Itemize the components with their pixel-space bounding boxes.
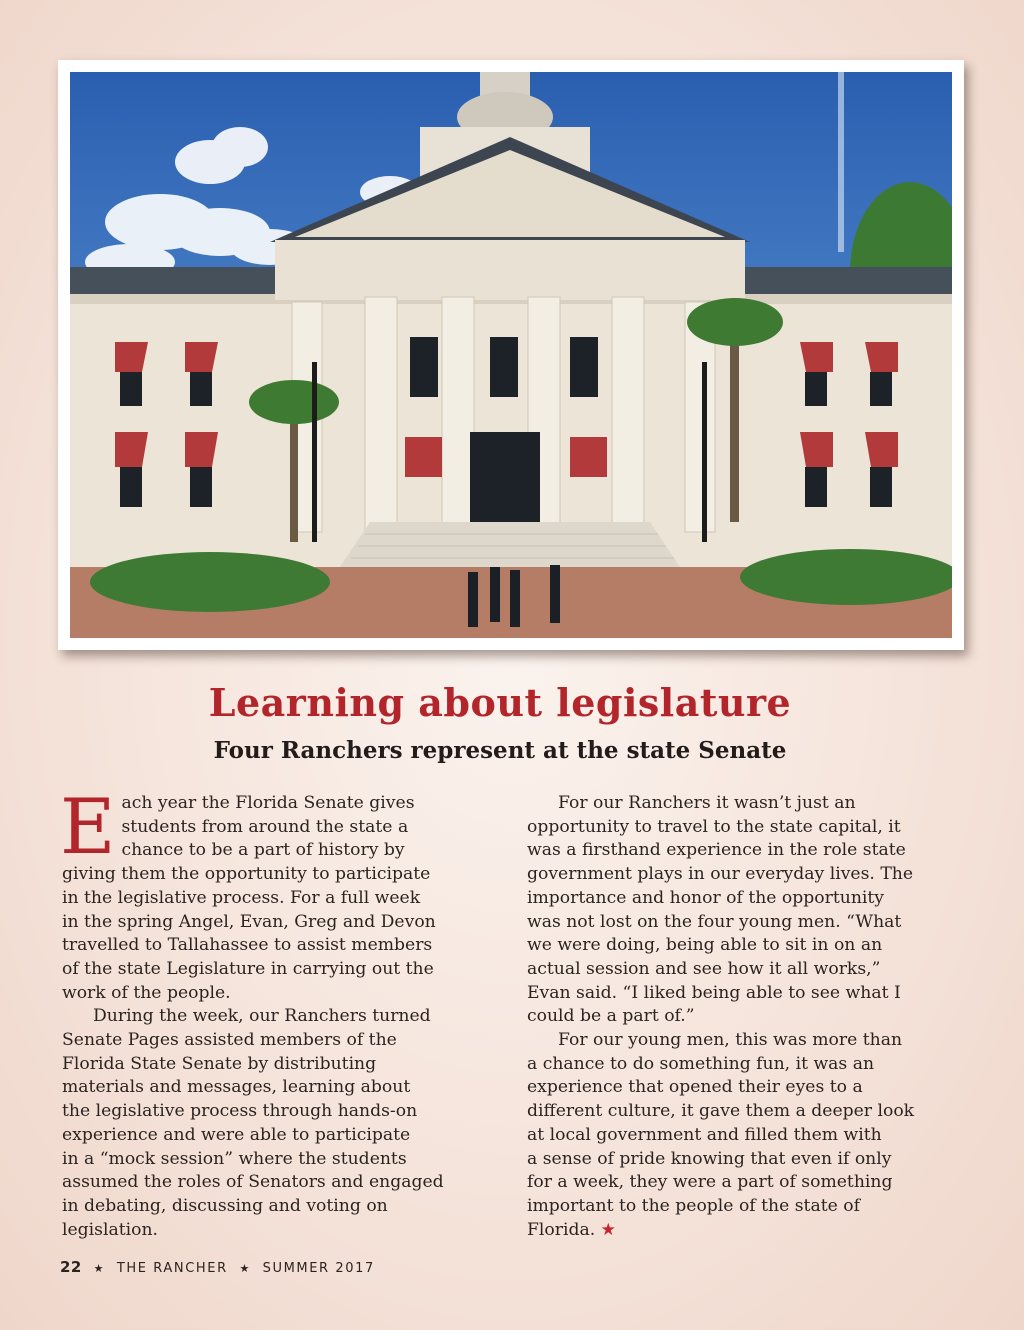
body-last-line (527, 1219, 967, 1243)
article-subtitle: Four Ranchers represent at the state Senate (213, 737, 787, 764)
body-line: in the legislative process. For a full week (62, 887, 421, 908)
body-line: Evan said. “I liked being able to see what I (527, 982, 901, 1003)
body-line: giving them the opportunity to participate (62, 864, 431, 885)
body-line: Florida State Senate by distributing (62, 1053, 377, 1074)
body-line: important to the people of the state of (527, 1195, 860, 1216)
body-line: we were doing, being able to sit in on an (527, 935, 883, 956)
capitol-building-photo (70, 72, 952, 638)
body-line: importance and honor of the opportunity (527, 887, 885, 908)
article-left-column (60, 782, 502, 1242)
body-line: a sense of pride knowing that even if only (527, 1148, 892, 1169)
body-line: for a week, they were a part of something (527, 1172, 893, 1193)
body-line: was not lost on the four young men. “What (527, 911, 902, 932)
body-line: was a firsthand experience in the role state (527, 840, 906, 861)
body-line: work of the people. (62, 982, 231, 1003)
body-line: Senate Pages assisted members of the (62, 1030, 397, 1051)
body-line: at local government and filled them with (527, 1124, 882, 1145)
article-right-column (527, 792, 967, 1242)
body-line: a chance to do something fun, it was an (527, 1053, 875, 1074)
page-number: 22 (60, 1258, 82, 1276)
body-line: actual session and see how it all works,” (527, 958, 881, 979)
body-line: For our Ranchers it wasn’t just an (558, 793, 856, 813)
star-separator-icon: ★ (239, 1262, 251, 1275)
body-line: ach year the Florida Senate gives (121, 793, 415, 813)
body-line: legislation. (62, 1219, 159, 1240)
body-line: materials and messages, learning about (62, 1077, 411, 1098)
article-title: Learning about legislature (208, 680, 792, 725)
body-line-text: Florida. (527, 1219, 596, 1240)
star-separator-icon: ★ (93, 1262, 106, 1275)
body-line: For our young men, this was more than (558, 1030, 903, 1051)
body-line: the legislative process through hands-on (62, 1101, 418, 1122)
body-line: in debating, discussing and voting on (62, 1195, 388, 1216)
body-line: in the spring Angel, Evan, Greg and Devon (62, 911, 436, 932)
body-line: different culture, it gave them a deeper look (527, 1101, 915, 1122)
body-line: travelled to Tallahassee to assist members (62, 935, 433, 956)
body-line: chance to be a part of history by (121, 840, 405, 861)
body-line: government plays in our everyday lives. The (527, 864, 914, 885)
body-line: opportunity to travel to the state capital, it (527, 816, 901, 837)
body-line: experience and were able to participate (62, 1124, 411, 1145)
body-line: assumed the roles of Senators and engaged (62, 1172, 444, 1193)
body-line: of the state Legislature in carrying out the (62, 958, 434, 979)
drop-cap: E (60, 782, 116, 871)
body-line: could be a part of.” (527, 1006, 695, 1027)
body-line: experience that opened their eyes to a (527, 1077, 863, 1098)
publication-name: THE RANCHER (116, 1261, 228, 1276)
body-line: in a “mock session” where the students (62, 1148, 407, 1169)
body-line: During the week, our Ranchers turned (93, 1006, 431, 1027)
end-star-icon: ★ (600, 1219, 617, 1240)
page-footer (60, 1258, 375, 1276)
issue-date: SUMMER 2017 (262, 1261, 375, 1276)
photo-frame (58, 60, 964, 650)
body-line: students from around the state a (121, 816, 409, 837)
